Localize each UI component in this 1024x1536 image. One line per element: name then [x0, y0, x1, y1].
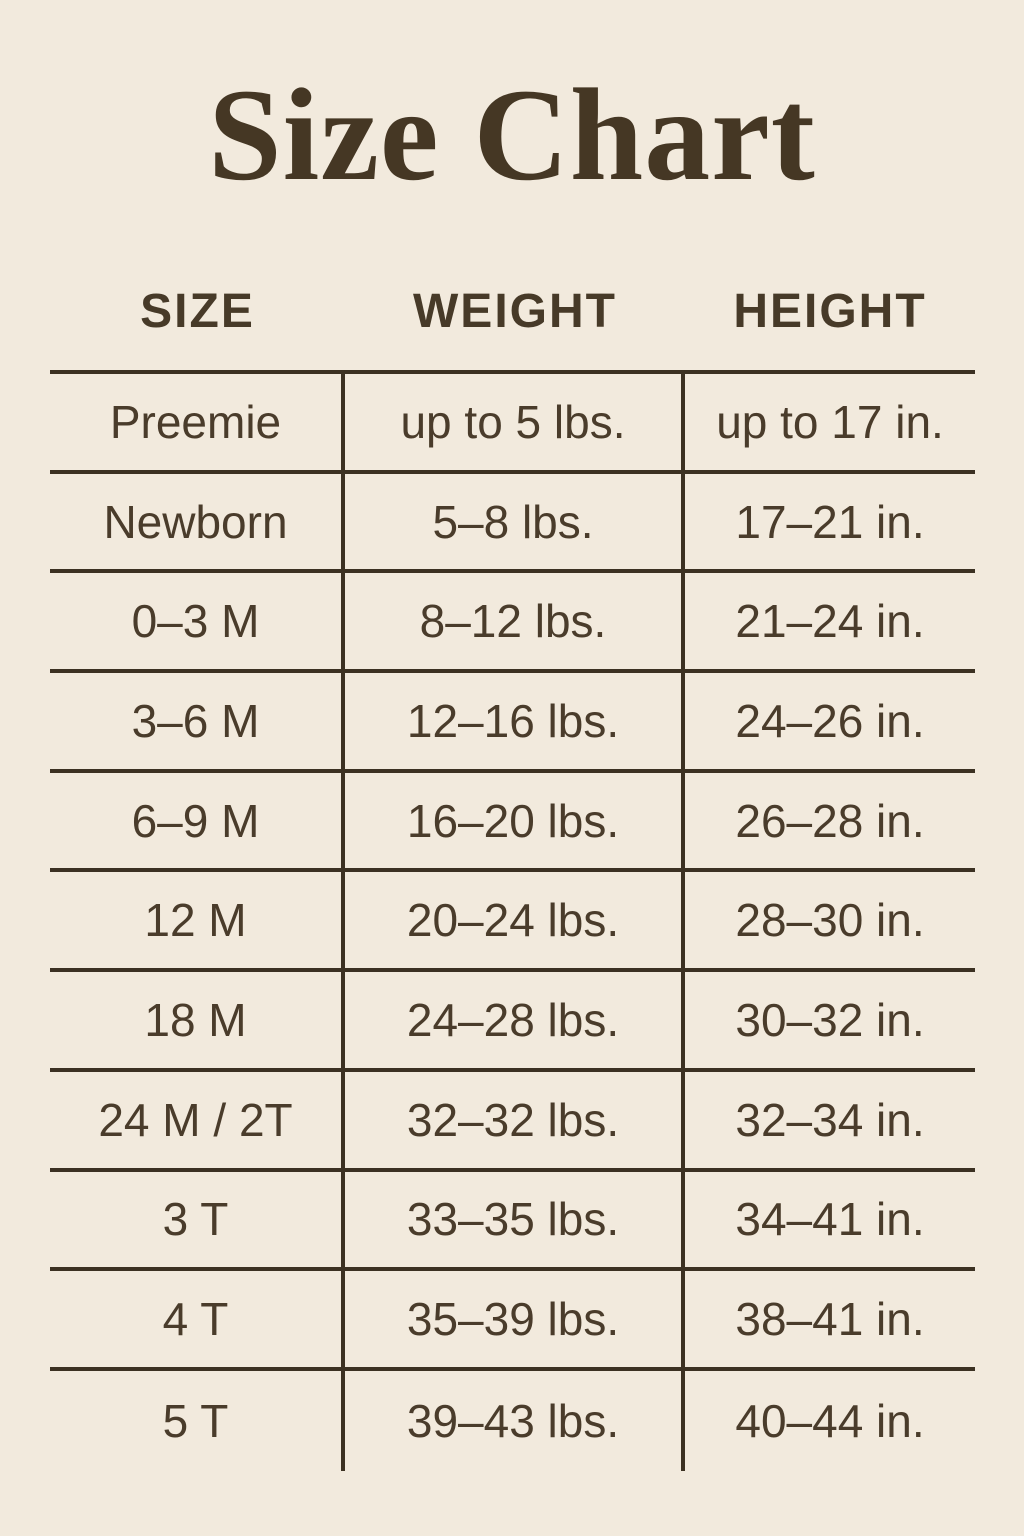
- column-header-size: SIZE: [140, 284, 255, 338]
- weight-cell: 33–35 lbs.: [345, 1172, 685, 1272]
- weight-cell: 20–24 lbs.: [345, 872, 685, 972]
- weight-cell: 8–12 lbs.: [345, 573, 685, 673]
- height-cell: 38–41 in.: [685, 1271, 975, 1371]
- size-cell: 24 M / 2T: [50, 1072, 345, 1172]
- weight-cell: 5–8 lbs.: [345, 474, 685, 574]
- height-cell: 26–28 in.: [685, 773, 975, 873]
- size-cell: 12 M: [50, 872, 345, 972]
- page-title: Size Chart: [208, 61, 816, 208]
- weight-cell: 24–28 lbs.: [345, 972, 685, 1072]
- weight-cell: 12–16 lbs.: [345, 673, 685, 773]
- column-header-weight: WEIGHT: [413, 284, 617, 338]
- weight-cell: 35–39 lbs.: [345, 1271, 685, 1371]
- size-cell: 4 T: [50, 1271, 345, 1371]
- size-cell: 3–6 M: [50, 673, 345, 773]
- height-cell: 30–32 in.: [685, 972, 975, 1072]
- size-cell: 0–3 M: [50, 573, 345, 673]
- height-cell: 28–30 in.: [685, 872, 975, 972]
- table-header-row: [50, 252, 975, 370]
- weight-cell: 32–32 lbs.: [345, 1072, 685, 1172]
- weight-cell: up to 5 lbs.: [345, 374, 685, 474]
- size-cell: Preemie: [50, 374, 345, 474]
- size-cell: 5 T: [50, 1371, 345, 1471]
- height-cell: 32–34 in.: [685, 1072, 975, 1172]
- size-cell: 3 T: [50, 1172, 345, 1272]
- column-header-height: HEIGHT: [733, 284, 927, 338]
- size-chart-table: [50, 252, 975, 1471]
- height-cell: 17–21 in.: [685, 474, 975, 574]
- height-cell: up to 17 in.: [685, 374, 975, 474]
- table-body: [50, 370, 975, 1471]
- size-cell: 18 M: [50, 972, 345, 1072]
- size-cell: Newborn: [50, 474, 345, 574]
- weight-cell: 16–20 lbs.: [345, 773, 685, 873]
- height-cell: 24–26 in.: [685, 673, 975, 773]
- size-cell: 6–9 M: [50, 773, 345, 873]
- height-cell: 40–44 in.: [735, 1394, 925, 1447]
- height-cell: 21–24 in.: [685, 573, 975, 673]
- height-cell: 34–41 in.: [685, 1172, 975, 1272]
- weight-cell: 39–43 lbs.: [345, 1371, 685, 1471]
